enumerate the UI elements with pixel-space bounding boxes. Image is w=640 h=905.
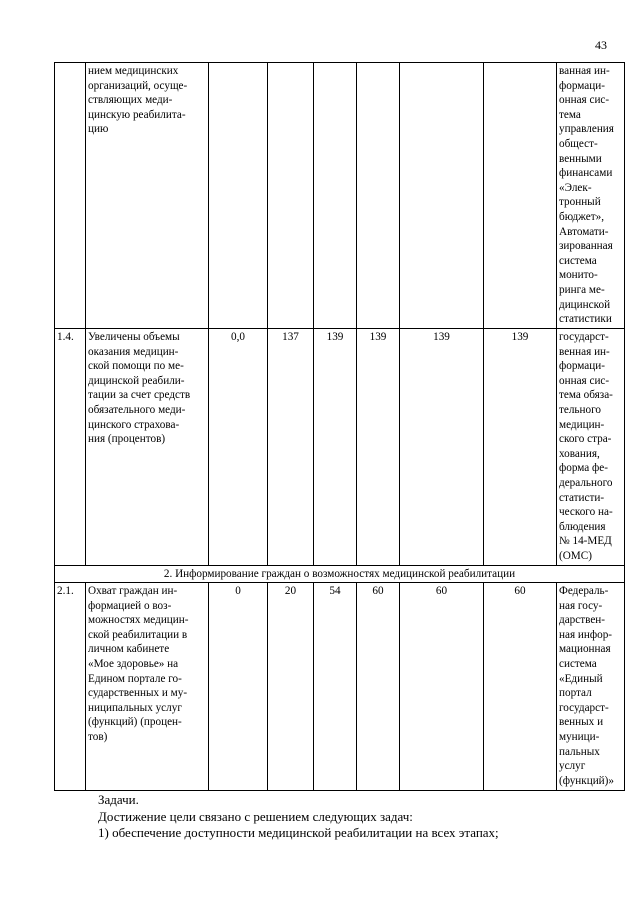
indicator-name-cell: Охват граждан ин- формацией о воз- можностях медицин- ской реабилитации в личном кабинете «Мое здоровье» на Едином портале го- сударственных и му- ниципальных услуг (функций) (процен- тов): [86, 583, 209, 791]
value-cell: 0,0: [209, 329, 268, 566]
tasks-heading: Задачи.: [98, 792, 139, 807]
tasks-section: [98, 792, 499, 842]
indicator-name-cell: Увеличены объемы оказания медицин- ской помощи по ме- дицинской реабили- тации за счет средств обязательного меди- цинского страхова- ния (процентов): [86, 329, 209, 566]
row-number-cell: [55, 63, 86, 329]
table-row: [55, 329, 625, 566]
value-cell: [484, 63, 557, 329]
section-heading-row: [55, 565, 625, 583]
value-cell: 139: [357, 329, 400, 566]
page-number: 43: [595, 38, 607, 52]
value-cell: [268, 63, 314, 329]
section-heading: 2. Информирование граждан о возможностях медицинской реабилитации: [55, 565, 625, 583]
row-number-cell: 1.4.: [55, 329, 86, 566]
indicators-table: [54, 62, 625, 791]
value-cell: 54: [314, 583, 357, 791]
value-cell: 139: [314, 329, 357, 566]
value-cell: [314, 63, 357, 329]
value-cell: 20: [268, 583, 314, 791]
data-source-cell: Федераль- ная госу- дарствен- ная инфор- мационная система «Единый портал государст- венных и муници- пальных услуг (функций)»: [557, 583, 625, 791]
value-cell: 139: [400, 329, 484, 566]
value-cell: 0: [209, 583, 268, 791]
data-source-cell: государст- венная ин- формаци- онная сис- тема обяза- тельного медицин- ского стра- хования, форма фе- дерального статисти- ческого на- блюдения № 14-МЕД (ОМС): [557, 329, 625, 566]
row-number-cell: 2.1.: [55, 583, 86, 791]
task-item: 1) обеспечение доступности медицинской реабилитации на всех этапах;: [98, 825, 499, 840]
value-cell: 60: [400, 583, 484, 791]
value-cell: [400, 63, 484, 329]
value-cell: 60: [484, 583, 557, 791]
value-cell: 137: [268, 329, 314, 566]
value-cell: [357, 63, 400, 329]
value-cell: 60: [357, 583, 400, 791]
indicator-name-cell: нием медицинских организаций, осуще- ствляющих меди- цинскую реабилита- цию: [86, 63, 209, 329]
table-row: [55, 63, 625, 329]
value-cell: [209, 63, 268, 329]
tasks-intro: Достижение цели связано с решением следующих задач:: [98, 808, 413, 824]
data-source-cell: ванная ин- формаци- онная сис- тема управления общест- венными финансами «Элек- тронный бюджет», Автомати- зированная система монито- ринга ме- дицинской статистики: [557, 63, 625, 329]
table-row: [55, 583, 625, 791]
value-cell: 139: [484, 329, 557, 566]
